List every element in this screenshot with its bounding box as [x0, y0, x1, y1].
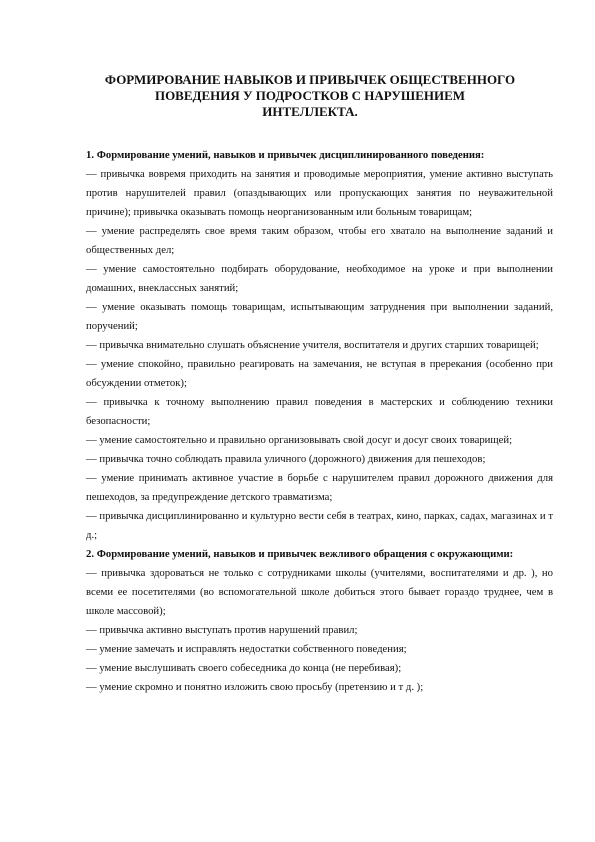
list-item: — привычка внимательно слушать объяснение учителя, воспитателя и других старших товарищей; — [86, 339, 539, 351]
section-2-heading: 2. Формирование умений, навыков и привычек вежливого обращения с окружающими: — [86, 548, 514, 560]
list-item: — умение скромно и понятно изложить свою просьбу (претензию и т д. ); — [86, 681, 424, 693]
list-item: — умение спокойно, правильно реагировать на замечания, не вступая в пререкания (особенно при обсуждении отметок); — [86, 358, 553, 389]
list-item: — умение принимать активное участие в борьбе с нарушителем правил дорожного движения для пешеходов, за предупреждение детского травматизма; — [86, 472, 553, 503]
list-item: — умение самостоятельно подбирать оборудование, необходимое на уроке и при выполнении домашних, внеклассных занятий; — [86, 263, 553, 294]
list-item: — привычка дисциплинированно и культурно вести себя в театрах, кино, парках, садах, магазинах и т д.; — [86, 510, 553, 541]
list-item: — умение распределять свое время таким образом, чтобы его хватало на выполнение заданий и общественных дел; — [86, 225, 553, 256]
list-item: — умение выслушивать своего собеседника до конца (не перебивая); — [86, 662, 402, 674]
title-line-3: ИНТЕЛЛЕКТА. — [262, 104, 358, 119]
section-1-heading: 1. Формирование умений, навыков и привычек дисциплинированного поведения: — [86, 149, 485, 161]
list-item: — умение самостоятельно и правильно организовывать свой досуг и досуг своих товарищей; — [86, 434, 513, 446]
list-item: — привычка точно соблюдать правила уличного (дорожного) движения для пешеходов; — [86, 453, 486, 465]
title-line-1: ФОРМИРОВАНИЕ НАВЫКОВ И ПРИВЫЧЕК ОБЩЕСТВЕННОГО — [104, 72, 516, 87]
list-item: — умение оказывать помощь товарищам, испытывающим затруднения при выполнении заданий, поручений; — [86, 301, 553, 332]
list-item: — привычка здороваться не только с сотрудниками школы (учителями, воспитателями и др. ), но всеми ее посетителями (во вспомогательной школе добиться этого бывает гораздо труднее, чем в школе массовой); — [86, 567, 553, 617]
list-item: — привычка активно выступать против нарушений правил; — [86, 624, 358, 636]
document-title — [70, 72, 550, 120]
list-item: — привычка к точному выполнению правил поведения в мастерских и соблюдению техники безопасности; — [86, 396, 553, 427]
document-body — [86, 146, 553, 697]
list-item: — умение замечать и исправлять недостатки собственного поведения; — [86, 643, 407, 655]
title-line-2: ПОВЕДЕНИЯ У ПОДРОСТКОВ С НАРУШЕНИЕМ — [154, 88, 466, 103]
list-item: — привычка вовремя приходить на занятия и проводимые мероприятия, умение активно выступать против нарушителей правил (опаздывающих или пропускающих занятия по неуважительной причине); привычка оказывать помощь неорганизованным или больным товарищам; — [86, 168, 553, 218]
